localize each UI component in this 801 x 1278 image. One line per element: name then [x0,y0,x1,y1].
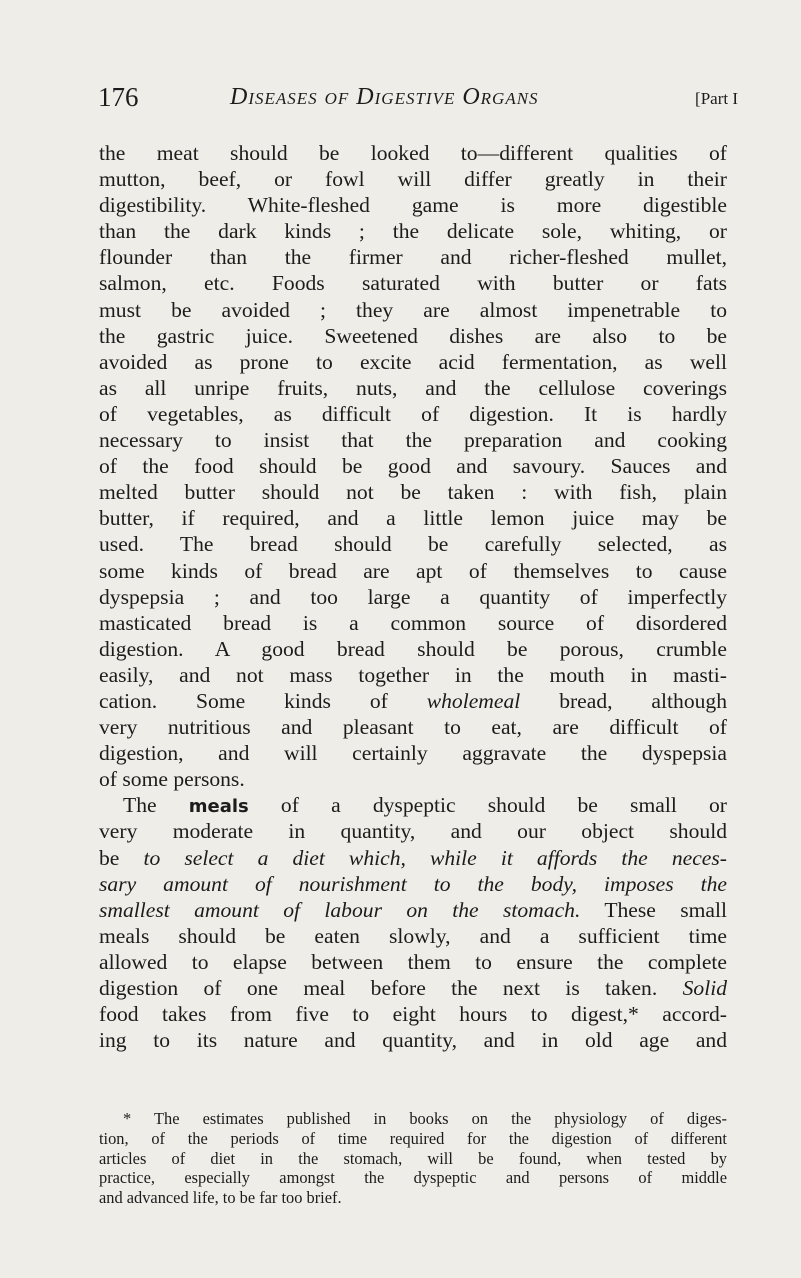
text-line: butter, if required, and a little lemon juice may be [99,506,727,531]
text-line: used. The bread should be carefully selected, as [99,532,727,557]
text-line [99,688,727,714]
text-line [99,871,727,897]
page-number: 176 [98,82,139,112]
text-line: of the food should be good and savoury. Sauces and [99,454,727,479]
footnote-line: * The estimates published in books on the physiology of diges- [123,1109,727,1128]
text-line: easily, and not mass together in the mouth in masti- [99,662,727,687]
text-line: digestibility. White-fleshed game is more digestible [99,193,727,218]
text-line: flounder than the firmer and richer-fleshed mullet, [99,245,727,270]
text-line [99,975,727,1001]
footnote-line: practice, especially amongst the dyspeptic and persons of middle [99,1168,727,1188]
italic-segment: smallest amount of labour on the stomach. [99,897,581,922]
text-segment: be [99,845,120,870]
text-line: digestion. A good bread should be porous, crumble [99,636,727,661]
text-line: the meat should be looked to—different qualities of [99,141,727,165]
text-line: avoided as prone to excite acid fermentation, as well [99,349,727,374]
footnote [99,1109,727,1208]
text-line: masticated bread is a common source of disordered [99,610,727,635]
text-line [99,897,727,923]
part-label: [Part I [695,89,738,108]
text-line: necessary to insist that the preparation and cooking [99,428,727,453]
footnote-line: tion, of the periods of time required for the digestion of different [99,1128,727,1148]
page-header [98,82,738,116]
text-line: meals should be eaten slowly, and a sufficient time [99,923,727,948]
bold-word-meals: meals [188,796,249,818]
text-segment: of a dyspeptic should be small or [280,793,727,818]
italic-word: Solid [682,976,727,1000]
text-segment: digestion of one meal before the next is taken. [99,976,658,1000]
text-line: mutton, beef, or fowl will differ greatly in their [99,167,727,192]
text-line: than the dark kinds ; the delicate sole, whiting, or [99,219,727,244]
text-line: the gastric juice. Sweetened dishes are also to be [99,323,727,348]
text-line: very moderate in quantity, and our object should [99,819,727,844]
text-line: as all unripe fruits, nuts, and the cellulose coverings [99,375,727,400]
running-title: Diseases of Digestive Organs [230,84,539,110]
text-line: digestion, and will certainly aggravate the dyspepsia [99,741,727,766]
italic-segment: to select a diet which, while it affords the neces- [143,845,727,870]
text-line: food takes from five to eight hours to digest,* accord- [99,1002,727,1027]
text-line: of some persons. [99,767,245,792]
italic-word: wholemeal [426,688,521,713]
text-line: ing to its nature and quantity, and in old age and [99,1028,727,1053]
text-line: melted butter should not be taken : with fish, plain [99,480,727,505]
footnote-line: articles of diet in the stomach, will be found, when tested by [99,1148,727,1168]
italic-segment: sary amount of nourishment to the body, imposes the [99,871,727,896]
text-line: of vegetables, as difficult of digestion. It is hardly [99,401,727,426]
text-segment: bread, although [559,688,728,713]
text-line: dyspepsia ; and too large a quantity of imperfectly [99,584,727,609]
text-segment: The [123,793,157,818]
text-line: salmon, etc. Foods saturated with butter or fats [99,271,727,296]
body-text [99,140,727,1053]
text-line: some kinds of bread are apt of themselves to cause [99,558,727,583]
text-line: very nutritious and pleasant to eat, are difficult of [99,715,727,740]
text-line [99,792,727,818]
text-segment: cation. Some kinds of [99,688,388,713]
text-line: allowed to elapse between them to ensure the complete [99,949,727,974]
text-line: must be avoided ; they are almost impenetrable to [99,297,727,322]
footnote-line: and advanced life, to be far too brief. [99,1188,342,1208]
text-line [99,845,727,871]
text-segment: These small [604,897,727,922]
